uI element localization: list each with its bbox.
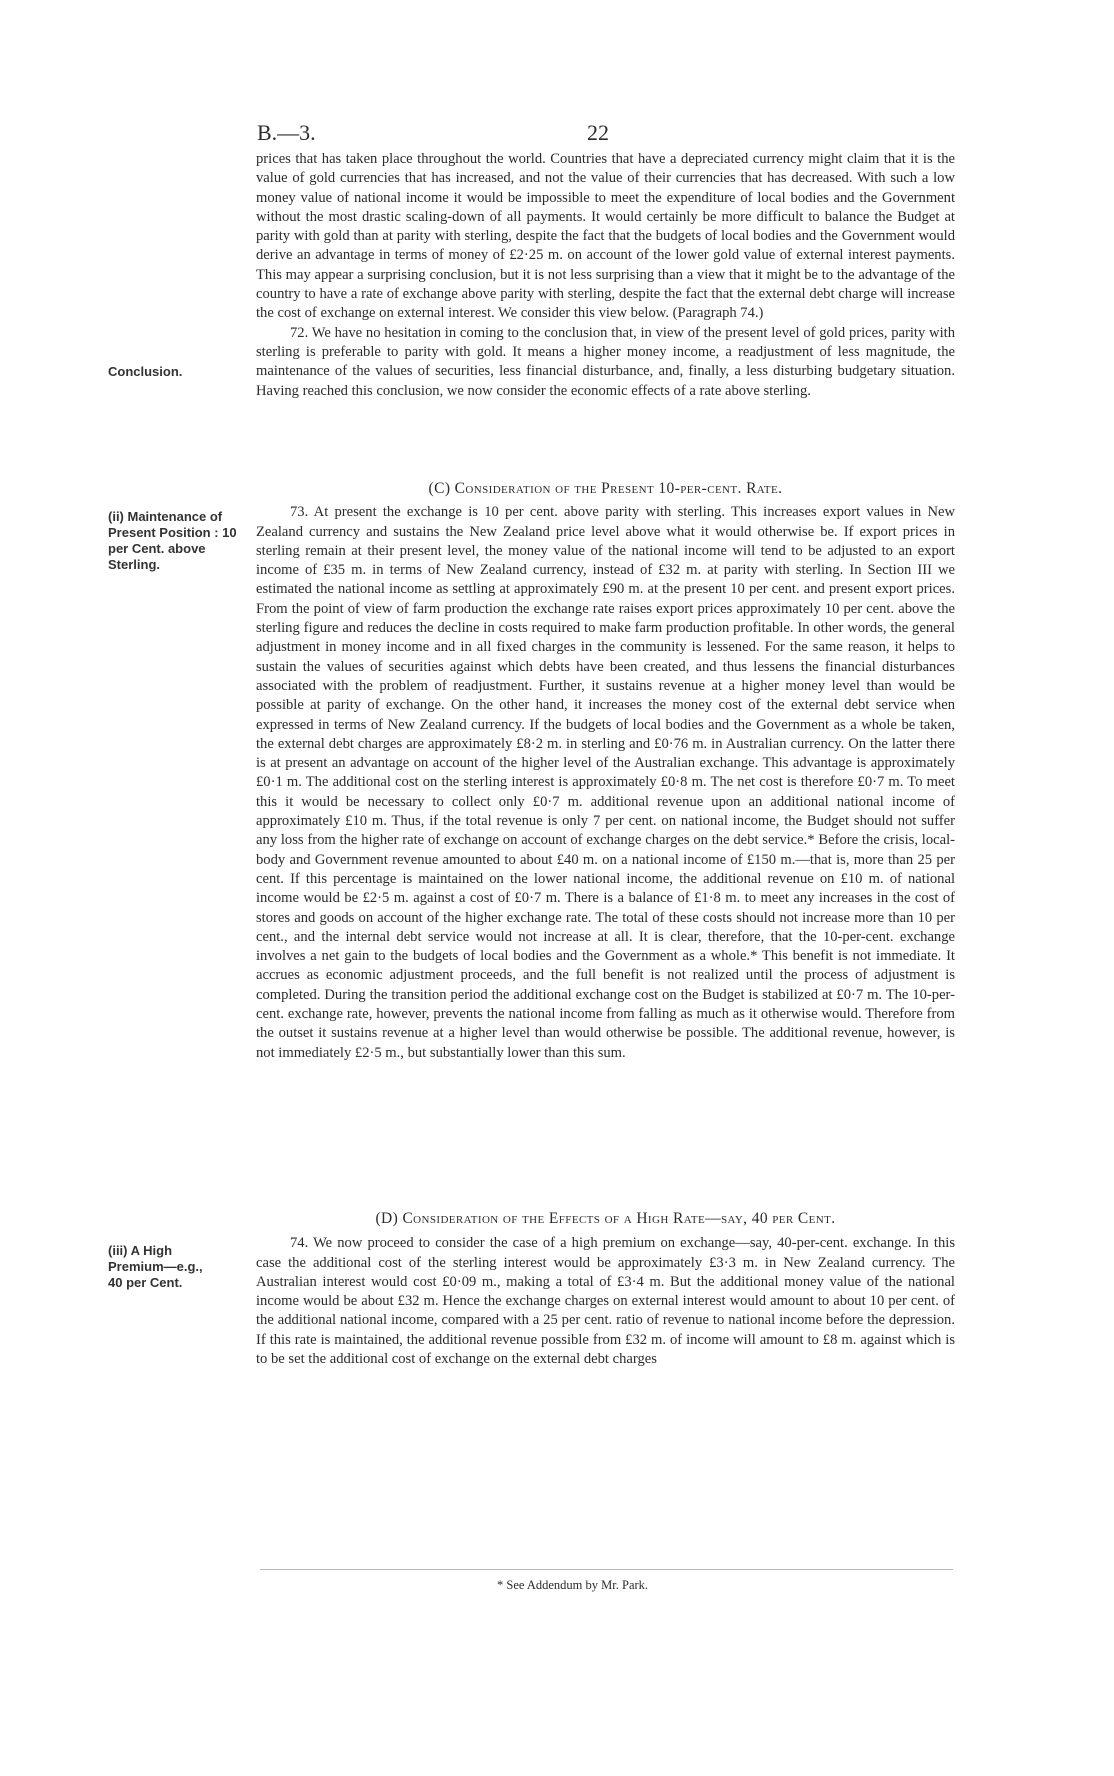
body-section-c bbox=[256, 479, 955, 1063]
body-section-1 bbox=[256, 150, 955, 401]
margin-note-conclusion: Conclusion. bbox=[108, 364, 183, 379]
margin-note-high-premium: (iii) A High Premium—e.g., 40 per Cent. bbox=[108, 1243, 203, 1290]
section-heading-d: (D) Consideration of the Effects of a High Rate—say, 40 per Cent. bbox=[375, 1210, 836, 1227]
margin-note-maintenance: (ii) Maintenance of Present Position : 10 per Cent. above Sterling. bbox=[108, 509, 237, 572]
paragraph-72: 72. We have no hesitation in coming to the conclusion that, in view of the present level of gold prices, parity with sterling is preferable to parity with gold. It means a higher money income, a readjustment of less magnitude, the maintenance of the values of securities, less financial disturbance, and, finally, a less disturbing budgetary situation. Having reached this conclusion, we now consider the economic effects of a rate above sterling. bbox=[256, 324, 955, 399]
footnote: * See Addendum by Mr. Park. bbox=[497, 1578, 649, 1592]
body-section-d bbox=[256, 1209, 955, 1369]
footnote-divider bbox=[260, 1569, 953, 1570]
section-heading-c: (C) Consideration of the Present 10-per-cent. Rate. bbox=[428, 480, 783, 497]
document-reference: B.—3. bbox=[257, 120, 316, 145]
page-number: 22 bbox=[587, 120, 609, 145]
paragraph-73: 73. At present the exchange is 10 per cent. above parity with sterling. This increases export values in New Zealand currency and sustains the New Zealand price level above what it would otherwise be. If export prices in sterling remain at their present level, the money value of the national income will tend to be adjusted to an export income of £35 m. in terms of New Zealand currency, instead of £32 m. at parity with sterling. In Section III we estimated the national income as settling at approximately £90 m. at the present 10 per cent. and present export prices. From the point of view of farm production the exchange rate raises export prices approximately 10 per cent. above the sterling figure and reduces the decline in costs required to make farm production profitable. In other words, the general adjustment in money income and in all fixed charges in the community is lessened. For the same reason, it helps to sustain the values of securities against which debts have been created, and thus lessens the financial disturbances associated with the problem of readjustment. Further, it sustains revenue at a higher money level than would be possible at parity of exchange. On the other hand, it increases the money cost of the external debt service when expressed in terms of New Zealand currency. If the budgets of local bodies and the Government as a whole be taken, the external debt charges are approximately £8·2 m. in sterling and £0·76 m. in Australian currency. On the latter there is at present an advantage on account of the higher level of the Australian exchange. This advantage is approximately £0·1 m. The additional cost on the sterling interest is approximately £0·8 m. The net cost is therefore £0·7 m. To meet this it would be necessary to collect only £0·7 m. additional revenue upon an additional national income of approximately £10 m. Thus, if the total revenue is only 7 per cent. on national income, the Budget should not suffer any loss from the higher rate of exchange on account of exchange charges on the debt service.* Before the crisis, local-body and Government revenue amounted to about £40 m. on a national income of £150 m.—that is, more than 25 per cent. If this percentage is maintained on the lower national income, the additional revenue on £10 m. of national income would be £2·5 m. against a cost of £0·7 m. There is a balance of £1·8 m. to meet any increases in the cost of stores and goods on account of the higher exchange rate. The total of these costs should not increase more than 10 per cent., and the internal debt service would not increase at all. It is clear, therefore, that the 10-per-cent. exchange involves a net gain to the budgets of local bodies and the Government as a whole.* This benefit is not immediate. It accrues as economic adjustment proceeds, and the full benefit is not realized until the process of adjustment is completed. During the transition period the additional exchange cost on the Budget is stabilized at £0·7 m. The 10-per-cent. exchange rate, however, prevents the national income from falling as much as it otherwise would. Therefore from the outset it sustains revenue at a higher level than would otherwise be possible. The additional revenue, however, is not immediately £2·5 m., but substantially lower than this sum. bbox=[256, 504, 955, 1061]
paragraph-continued: prices that has taken place throughout the world. Countries that have a depreciated currency might claim that it is the value of gold currencies that has increased, and not the value of their currencies that has decreased. With such a low money value of national income it would be impossible to meet the expenditure of local bodies and the Government without the most drastic scaling-down of all payments. It would certainly be more difficult to balance the Budget at parity with gold than at parity with sterling, despite the fact that the budgets of local bodies and the Government would derive an advantage in terms of money of £2·25 m. on account of the lower gold value of external interest payments. This may appear a surprising conclusion, but it is not less surprising than a view that it might be to the advantage of the country to have a rate of exchange above parity with sterling, despite the fact that the external debt charge will increase the cost of exchange on external interest. We consider this view below. (Paragraph 74.) bbox=[256, 151, 955, 322]
paragraph-74: 74. We now proceed to consider the case of a high premium on exchange—say, 40-per-cent. exchange. In this case the additional cost of the sterling interest would be approximately £3·3 m. in New Zealand currency. The Australian interest would cost £0·09 m., making a total of £3·4 m. But the additional money value of the national income would be about £32 m. Hence the exchange charges on external interest would amount to about 10 per cent. of the additional national income, compared with a 25 per cent. ratio of revenue to national income before the depression. If this rate is maintained, the additional revenue possible from £32 m. of income will amount to £8 m. against which is to be set the additional cost of exchange on the external debt charges bbox=[256, 1235, 955, 1368]
